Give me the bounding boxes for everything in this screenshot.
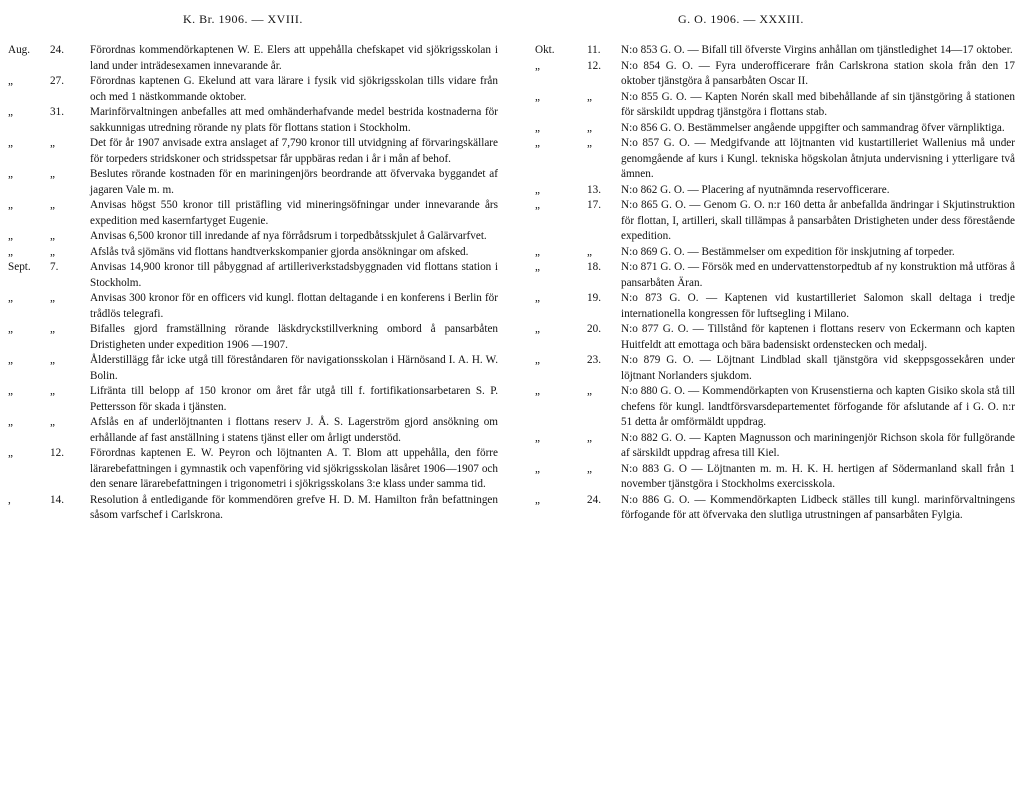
entry <box>8 260 501 291</box>
entry-month: „ <box>535 261 540 273</box>
entry <box>535 291 1018 322</box>
entry-text: Lifränta till belopp af 150 kronor om året får utgå till f. fortifikationsarbetaren S. P. Pettersson för skada i tjänsten. <box>90 385 501 413</box>
entry-day: 31. <box>50 106 64 118</box>
entry-day: „ <box>50 354 55 366</box>
right-page <box>510 0 1024 786</box>
entry-text: Anvisas 6,500 kronor till inredande af nya förrådsrum i torpedbåtsskjulet å Galärvarfvet. <box>90 230 487 242</box>
entry-month: „ <box>535 431 540 444</box>
entry <box>535 493 1018 524</box>
entry <box>535 353 1018 384</box>
entry <box>535 183 1015 199</box>
entry <box>535 90 1018 121</box>
entry <box>8 167 501 198</box>
entry-month: „ <box>8 416 13 428</box>
entry-text: N:o 853 G. O. — Bifall till öfverste Virgins anhållan om tjänstledighet 14—17 oktober. <box>621 44 1013 56</box>
entry-month: „ <box>8 323 13 335</box>
entry-day: „ <box>587 462 592 475</box>
entry-month: „ <box>8 292 13 304</box>
entry-month: „ <box>535 385 540 397</box>
entry-month: „ <box>535 323 540 335</box>
entry-text: N:o 871 G. O. — Försök med en undervattenstorpedtub af ny konstruktion må utföras å pansarbåten Äran. <box>621 261 1018 289</box>
entry-month: „ <box>8 168 13 180</box>
entry-text: Anvisas 14,900 kronor till påbyggnad af artilleriverkstadsbyggnaden vid flottans station i Stockholm. <box>90 261 501 289</box>
entry-day: „ <box>50 416 55 428</box>
entry <box>535 384 1018 431</box>
entry <box>8 43 501 74</box>
entry-month: „ <box>8 75 13 87</box>
entry <box>535 136 1018 183</box>
entry <box>535 121 1015 137</box>
entry-day: „ <box>587 137 592 149</box>
entry <box>8 384 501 415</box>
entry-month: „ <box>535 245 540 258</box>
entry-month: „ <box>535 183 540 196</box>
entry-day: 7. <box>50 261 59 273</box>
entry <box>8 74 501 105</box>
entry-day: 23. <box>587 354 601 366</box>
entry-text: N:o 883 G. O — Löjtnanten m. m. H. K. H. hertigen af Södermanland skall från 1 november tjänstgöra i Stockholms exercisskola. <box>621 462 1018 490</box>
entry-month: „ <box>535 354 540 366</box>
entry-month: Aug. <box>8 44 31 56</box>
entry <box>8 105 501 136</box>
entry-month: „ <box>535 90 540 103</box>
entry-day: „ <box>50 323 55 335</box>
entry-month: „ <box>8 385 13 397</box>
entry-day: 27. <box>50 75 64 87</box>
entry-month: „ <box>8 106 13 118</box>
entry-text: Ålderstillägg får icke utgå till föreståndaren för navigationsskolan i Härnösand I. A. H. W. Bolin. <box>90 354 501 382</box>
entry-day: 24. <box>587 493 601 506</box>
left-entries <box>8 43 501 524</box>
entry-text: Marinförvaltningen anbefalles att med omhänderhafvande medel bestrida kostnaderna för sakkunnigas utredning rörande ny plats för flottans station i Stockholm. <box>90 106 501 134</box>
entry <box>535 322 1018 353</box>
entry-text: Beslutes rörande kostnaden för en mariningenjörs beordrande att öfvervaka byggandet af jagaren Vale m. m. <box>90 168 501 196</box>
entry-month: „ <box>535 199 540 211</box>
entry-month: Sept. <box>8 261 31 273</box>
entry-text: Afslås två sjömäns vid flottans handtverkskompanier gjorda ansökningar om afsked. <box>90 245 469 258</box>
entry <box>8 493 501 524</box>
entry-day: 14. <box>50 493 64 506</box>
entry-text: Förordnas kaptenen G. Ekelund att vara lärare i fysik vid sjökrigsskolan tills vidare från och med 1 nästkommande oktober. <box>90 75 501 103</box>
entry <box>8 446 501 493</box>
entry <box>535 198 1018 245</box>
entry-month: , <box>8 493 11 506</box>
entry <box>8 198 501 229</box>
entry-month: „ <box>535 462 540 475</box>
entry-text: Anvisas högst 550 kronor till pristäfling vid mineringsöfningar under innevarande års expedition med kasernfartyget Eugenie. <box>90 199 501 227</box>
entry-day: 19. <box>587 292 601 304</box>
entry-day: 12. <box>50 447 64 459</box>
entry-text: N:o 880 G. O. — Kommendörkapten von Krusenstierna och kapten Gisiko skola stå till chefens för kungl. landtförsvarsdepartementet förfogande för afslutande af i G. O. n:r 51 detta år omförmäldt uppdrag. <box>621 385 1018 428</box>
entry <box>8 322 501 353</box>
entry-day: „ <box>50 199 55 211</box>
entry <box>8 136 501 167</box>
entry-day: „ <box>50 292 55 304</box>
entry-day: 24. <box>50 44 64 56</box>
entry <box>535 260 1018 291</box>
entry-text: Förordnas kaptenen E. W. Peyron och löjtnanten A. T. Blom att uppehålla, den förre lärarebefattningen i gymnastik och vapenföring vid sjökrigsskolan läsåret 1906—1907 och den senare lärarebefattningen i trigonometri i sjökrigsskolans 3:e klass under samma tid. <box>90 447 501 490</box>
entry-text: Förordnas kommendörkaptenen W. E. Elers att uppehålla chefskapet vid sjökrigsskolan i land under inträdesexamen innevarande år. <box>90 44 501 72</box>
entry-text: N:o 879 G. O. — Löjtnant Lindblad skall tjänstgöra vid skeppsgossekåren under löjtnant Norlanders sjukdom. <box>621 354 1018 382</box>
entry-text: Bifalles gjord framställning rörande läskdryckstillverkning ombord å pansarbåten Dristigheten under expedition 1906 —1907. <box>90 323 501 351</box>
entry <box>535 245 1015 261</box>
entry-text: N:o 873 G. O. — Kaptenen vid kustartilleriet Salomon skall deltaga i tredje internationella kongressen för luftsegling i Milano. <box>621 292 1018 320</box>
entry <box>535 431 1018 462</box>
entry <box>535 462 1018 493</box>
entry-day: „ <box>587 385 592 397</box>
entry-month: „ <box>535 121 540 134</box>
left-page <box>0 0 505 786</box>
entry-text: N:o 877 G. O. — Tillstånd för kaptenen i flottans reserv von Eckermann och kapten Huitfeldt att emottaga och bära badensiskt ordenstecken och medalj. <box>621 323 1018 351</box>
left-page-header: K. Br. 1906. — XVIII. <box>183 12 303 26</box>
entry-month: „ <box>8 354 13 366</box>
entry-month: „ <box>8 245 13 258</box>
entry-text: Anvisas 300 kronor för en officers vid kungl. flottan deltagande i en konferens i Berlin för trådlös telegrafi. <box>90 292 501 320</box>
entry-day: „ <box>587 121 592 134</box>
entry <box>8 353 501 384</box>
entry-text: N:o 886 G. O. — Kommendörkapten Lidbeck ställes till kungl. marinförvaltningens förfogande för att öfvervaka den slutliga utrustningen af pansarbåten Fylgia. <box>621 493 1018 521</box>
entry-month: „ <box>535 59 540 72</box>
entry <box>8 229 498 245</box>
entry-month: Okt. <box>535 44 555 56</box>
entry-day: 20. <box>587 323 601 335</box>
entry-day: 12. <box>587 59 601 72</box>
entry-day: „ <box>50 385 55 397</box>
entry-day: „ <box>587 431 592 444</box>
right-page-header: G. O. 1906. — XXXIII. <box>678 12 804 26</box>
entry-month: „ <box>8 447 13 459</box>
entry-text: N:o 854 G. O. — Fyra underofficerare från Carlskrona station skola från den 17 oktober tjänstgöra å pansarbåten Oscar II. <box>621 59 1018 87</box>
entry-month: „ <box>8 230 13 242</box>
entry-text: Afslås en af underlöjtnanten i flottans reserv J. Å. S. Lagerström gjord ansökning om erhållande af fast anställning i statens tjänst eller om årligt understöd. <box>90 416 501 444</box>
entry-text: N:o 865 G. O. — Genom G. O. n:r 160 detta år anbefallda ändringar i Skjutinstruktion för flottan, I, artilleri, skall tillämpas å pansarbåten Dristigheten under dess förestående expedition. <box>621 199 1018 242</box>
entry <box>535 59 1018 90</box>
entry-day: 18. <box>587 261 601 273</box>
entry <box>8 415 501 446</box>
entry-text: N:o 856 G. O. Bestämmelser angående uppgifter och sammandrag öfver värnpliktiga. <box>621 121 1005 134</box>
entry <box>8 291 501 322</box>
entry-day: „ <box>587 245 592 258</box>
entry-day: 11. <box>587 44 601 56</box>
entry-text: Det för år 1907 anvisade extra anslaget af 7,790 kronor till utvidgning af förvaringskällare för torpeders stridskoner och stridsspetsar får uppbäras redan i år i mån af behof. <box>90 137 501 165</box>
entry-day: „ <box>587 90 592 103</box>
entry-text: Resolution å entledigande för kommendören grefve H. D. M. Hamilton från befattningen såsom varfschef i Carlskrona. <box>90 493 501 521</box>
entry-text: N:o 882 G. O. — Kapten Magnusson och mariningenjör Richson skola för fullgörande af särskildt uppdrag afresa till Kiel. <box>621 431 1018 459</box>
entry-text: N:o 862 G. O. — Placering af nyutnämnda reservofficerare. <box>621 183 890 196</box>
entry-month: „ <box>8 137 13 149</box>
right-entries <box>535 43 1018 524</box>
entry <box>535 43 1015 59</box>
entry-text: N:o 855 G. O. — Kapten Norén skall med bibehållande af sin tjänstgöring å stationen för särskildt uppdrag tjänstgöra i flottans stab. <box>621 90 1018 118</box>
entry-day: „ <box>50 245 55 258</box>
entry-text: N:o 857 G. O. — Medgifvande att löjtnanten vid kustartilleriet Wallenius må under genomgående af kurs i Kungl. tekniska högskolan åtnjuta undervisning i ytterligare två ämnen. <box>621 137 1018 180</box>
entry-month: „ <box>535 493 540 506</box>
entry-month: „ <box>535 137 540 149</box>
entry-day: „ <box>50 168 55 180</box>
entry-month: „ <box>535 292 540 304</box>
entry-day: „ <box>50 137 55 149</box>
entry-day: 17. <box>587 199 601 211</box>
entry-day: „ <box>50 230 55 242</box>
entry-day: 13. <box>587 183 601 196</box>
entry-text: N:o 869 G. O. — Bestämmelser om expedition för inskjutning af torpeder. <box>621 245 955 258</box>
entry-month: „ <box>8 199 13 211</box>
entry <box>8 245 498 261</box>
